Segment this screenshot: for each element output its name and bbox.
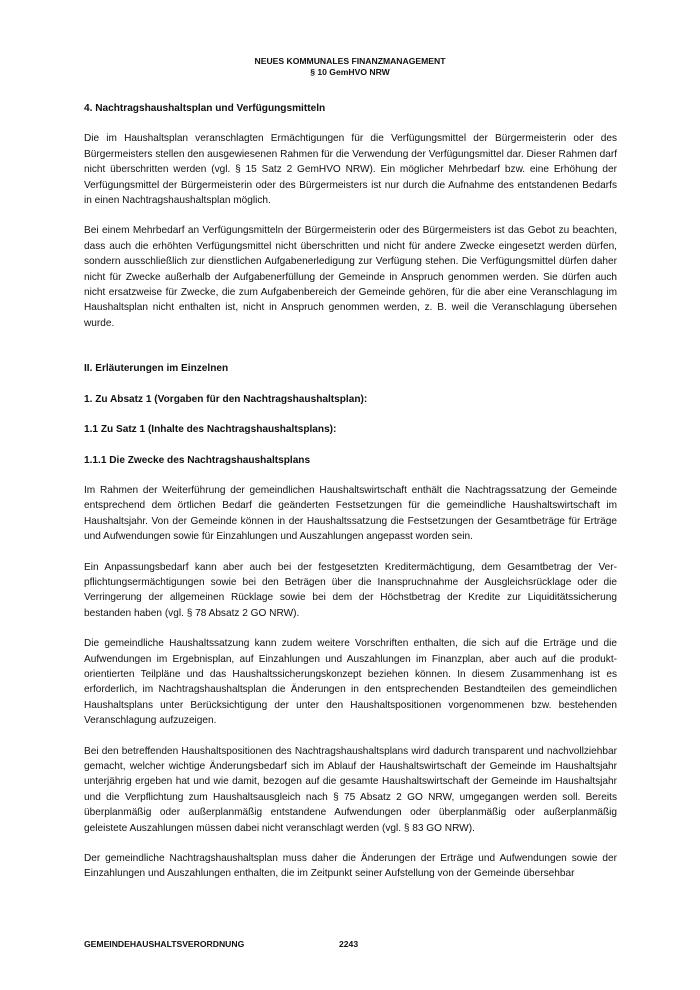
paragraph-2: Bei einem Mehrbedarf an Verfügungsmitteln der Bürgermeisterin oder des Bürgermeisters ist das Gebot zu beachten, dass auch die erhöhten Verfügungsmittel nicht überschritten und nicht für andere Zwecke eingesetzt werden dürfen, sondern ausschließlich zur dienstlichen Aufgabenerledigung zur Verfügung stehen. Die Verfügungsmittel dürfen daher nicht für Zwecke außerhalb der Aufgabenerfüllung der Gemeinde in Anspruch genommen werden. Sie dürfen auch nicht ersatzweise für Zwecke, die zum Aufgabenbereich der Gemeinde gehören, für die aber eine Veranschlagung im Haushaltsplan nicht enthalten ist, nicht in Anspruch genommen werden, z. B. weil die Veranschlagung übersehen wurde.: [84, 225, 617, 329]
paragraph-6: Bei den betreffenden Haushaltspositionen des Nachtragshaushaltsplans wird dadurch transparent und nachvollziehbar gemacht, welcher wichtige Änderungsbedarf sich im Ablauf der Haushaltswirtschaft der Gemeinde im Haushaltsjahr unterjährig ergeben hat und wie damit, bezogen auf die gesamte Haushaltswirtschaft der Gemeinde im Haushaltsjahr und die Verpflichtung zum Haushaltsausgleich nach § 75 Absatz 2 GO NRW, umgegangen werden soll. Bereits überplanmäßig oder außerplanmäßig entstandene Aufwendungen oder überplanmäßig oder außerplanmäßig geleistete Auszahlungen müssen dabei nicht veranschlagt werden (vgl. § 83 GO NRW).: [84, 745, 617, 834]
heading-satz-1: 1.1 Zu Satz 1 (Inhalte des Nachtragshaushaltsplans):: [84, 424, 337, 436]
header-title: NEUES KOMMUNALES FINANZMANAGEMENT: [254, 56, 446, 66]
page-number: 2243: [339, 939, 359, 949]
paragraph-5: Die gemeindliche Haushaltssatzung kann zudem weitere Vorschriften enthalten, die sich auf die Erträge und die Aufwendungen im Ergebnisplan, auf Einzahlungen und Auszahlungen im Finanzplan, aber auch auf die produktorientierten Teilpläne und das Haushaltssicherungskonzept beziehen können. In diesem Zusammenhang ist es erforderlich, im Nachtragshaushaltsplan die Änderungen in den entsprechenden Bestandteilen des gemeindlichen Haushaltsplans unter Berücksichtigung der unter den Haushaltspositionen vorgenommenen bzw. bestehenden Veranschlagung aufzuzeigen.: [84, 638, 617, 727]
heading-zwecke: 1.1.1 Die Zwecke des Nachtragshaushaltsplans: [84, 454, 311, 466]
heading-verfuegungsmittel: 4. Nachtragshaushaltsplan und Verfügungsmitteln: [84, 103, 326, 114]
header-section-reference: § 10 GemHVO NRW: [310, 67, 390, 77]
heading-absatz-1: 1. Zu Absatz 1 (Vorgaben für den Nachtragshaushaltsplan):: [84, 393, 368, 405]
paragraph-4: Ein Anpassungsbedarf kann aber auch bei der festgesetzten Kreditermächtigung, dem Gesamtbetrag der Verpflichtungsermächtigungen sowie bei den Beträgen über die Inanspruchnahme der Ausgleichsrücklage oder die Verringerung der allgemeinen Rücklage sowie bei dem der Höchstbetrag der Kredite zur Liquiditätssicherung bestanden haben (vgl. § 78 Absatz 2 GO NRW).: [84, 561, 617, 619]
page-header: [0, 56, 700, 78]
paragraph-7: Der gemeindliche Nachtragshaushaltsplan muss daher die Änderungen der Erträge und Aufwendungen sowie der Einzahlungen und Auszahlungen enthalten, die im Zeitpunkt seiner Aufstellung von der Gemeinde übersehbar: [84, 853, 617, 880]
paragraph-1: Die im Haushaltsplan veranschlagten Ermächtigungen für die Verfügungsmittel der Bürgermeisterin oder des Bürgermeisters stellen den ausgewiesenen Rahmen für die Verwendung der Verfügungsmittel dar. Dieser Rahmen darf nicht überschritten werden (vgl. § 15 Satz 2 GemHVO NRW). Ein möglicher Mehrbedarf bzw. eine Erhöhung der Verfügungsmittel der Bürgermeisterin oder des Bürgermeisters ist nur durch die Aufnahme des entstandenen Bedarfs in einen Nachtragshaushaltsplan möglich.: [84, 133, 617, 207]
footer-title: GEMEINDEHAUSHALTSVERORDNUNG: [84, 939, 245, 949]
page-content: [84, 101, 617, 882]
heading-erlaeuterungen: II. Erläuterungen im Einzelnen: [84, 363, 229, 375]
paragraph-3: Im Rahmen der Weiterführung der gemeindlichen Haushaltswirtschaft enthält die Nachtragssatzung der Gemeinde entsprechend dem örtlichen Bedarf die geänderten Festsetzungen für die gemeindliche Haushaltswirtschaft im Haushaltsjahr. Von der Gemeinde können in der Haushaltssatzung die Festsetzungen der Gesamtbeträge für Erträge und Aufwendungen sowie für Einzahlungen und Auszahlungen angepasst worden sein.: [84, 484, 617, 543]
